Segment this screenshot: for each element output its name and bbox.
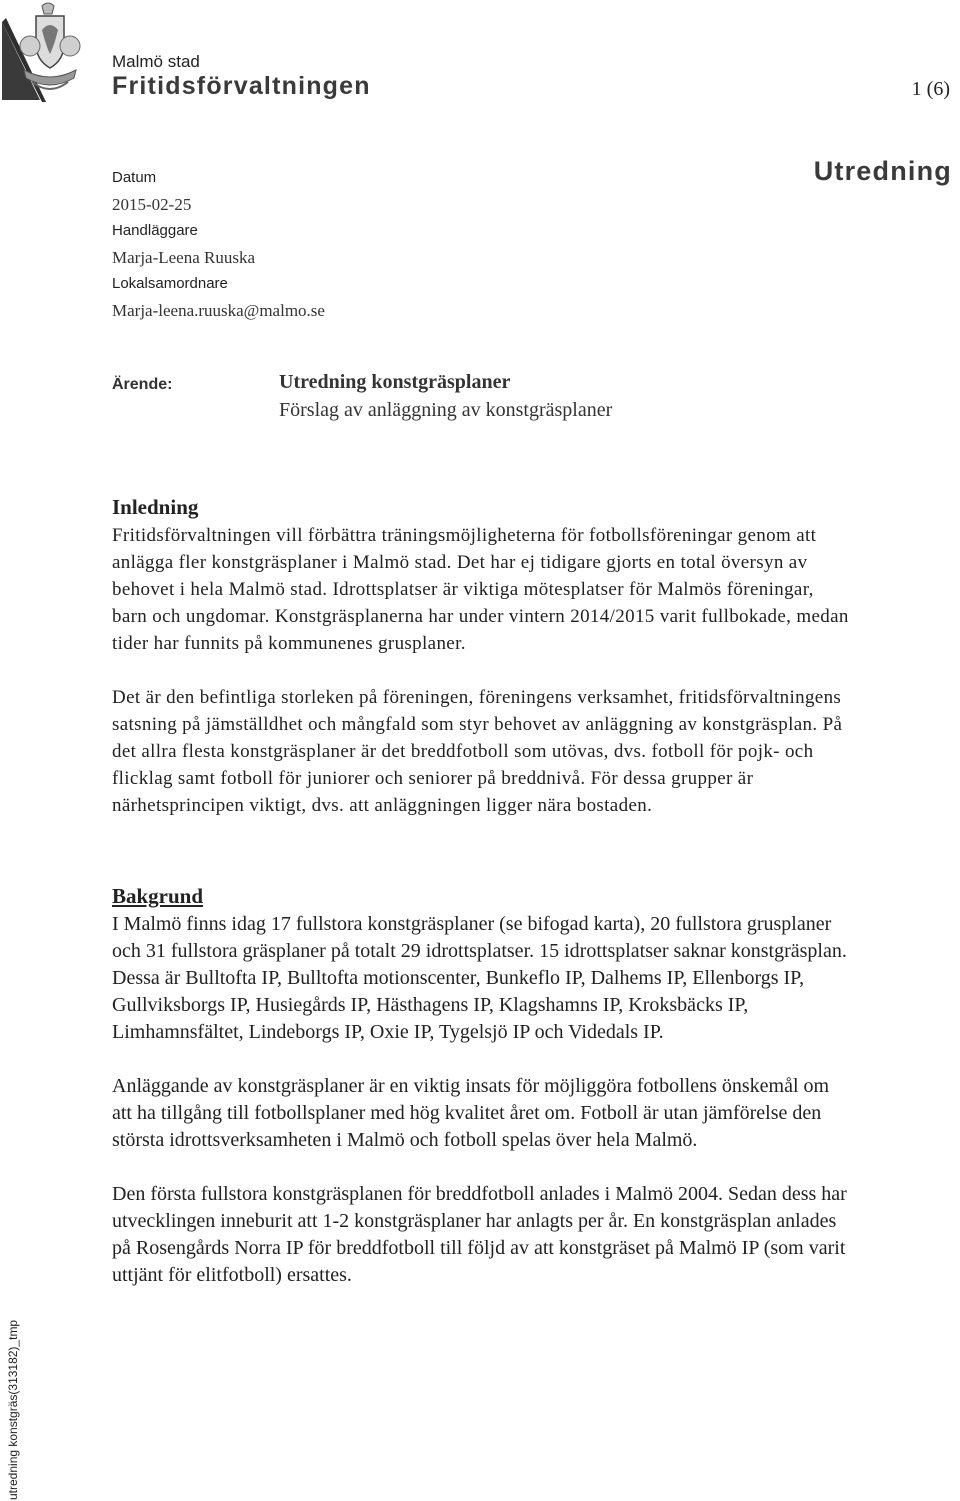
section-inledning bbox=[112, 492, 852, 819]
malmo-coat-of-arms-logo bbox=[2, 0, 94, 104]
side-file-text: utredning konstgräs(313182)_tmp bbox=[6, 1319, 20, 1500]
paragraph: Fritidsförvaltningen vill förbättra träningsmöjligheterna för fotbollsföreningar genom att anlägga fler konstgräsplaner i Malmö stad. Det har ej tidigare gjorts en total översyn av behovet i hela Malmö stad. Idrottsplatser är viktiga mötesplatser för Malmös föreningar, barn och ungdomar. Konstgräsplanerna har under vintern 2014/2015 varit fullbokade, medan tider har funnits på kommunenes grusplaner. bbox=[112, 525, 849, 654]
handler-name: Marja-Leena Ruuska bbox=[112, 247, 256, 267]
arende-block bbox=[279, 368, 612, 424]
arende-title: Utredning konstgräsplaner bbox=[279, 371, 511, 393]
date-value: 2015-02-25 bbox=[112, 194, 192, 214]
side-file-reference bbox=[1, 1286, 27, 1500]
arende-label: Ärende: bbox=[112, 376, 173, 393]
document-type: Utredning bbox=[813, 156, 952, 186]
section-heading-bakgrund: Bakgrund bbox=[112, 884, 204, 908]
document-metadata bbox=[112, 165, 325, 324]
section-bakgrund bbox=[112, 881, 852, 1289]
paragraph: I Malmö finns idag 17 fullstora konstgräsplaner (se bifogad karta), 20 fullstora grusplaner och 31 fullstora gräsplaner på totalt 29 idrottsplatser. 15 idrottsplatser saknar konstgräsplan. Dessa är Bulltofta IP, Bulltofta motionscenter, Bunkeflo IP, Dalhems IP, Ellenborgs IP, Gullviksborgs IP, Husiegårds IP, Hästhagens IP, Klagshamns IP, Kroksbäcks IP, Limhamnsfältet, Lindeborgs IP, Oxie IP, Tygelsjö IP och Videdals IP. bbox=[112, 913, 847, 1043]
organization-name: Malmö stad bbox=[112, 52, 200, 71]
paragraph: Det är den befintliga storleken på föreningen, föreningens verksamhet, fritidsförvaltningens satsning på jämställdhet och mångfald som styr behovet av anläggning av konstgräsplan. På det allra flesta konstgräsplaner är det breddfotboll som utövas, dvs. fotboll för pojk- och flicklag samt fotboll för juniorer och seniorer på breddnivå. För dessa grupper är närhetsprincipen viktigt, dvs. att anläggningen ligger nära bostaden. bbox=[112, 687, 843, 816]
paragraph: Anläggande av konstgräsplaner är en viktig insats för möjliggöra fotbollens önskemål om att ha tillgång till fotbollsplaner med hög kvalitet året om. Fotboll är utan jämförelse den största idrottsverksamheten i Malmö och fotboll spelas över hela Malmö. bbox=[112, 1075, 830, 1151]
department-name: Fritidsförvaltningen bbox=[112, 72, 371, 100]
page-number: 1 (6) bbox=[911, 78, 950, 100]
arende-subtitle: Förslag av anläggning av konstgräsplaner bbox=[279, 399, 613, 421]
handler-email: Marja-leena.ruuska@malmo.se bbox=[112, 300, 325, 320]
document-body bbox=[112, 492, 852, 1289]
section-heading-inledning: Inledning bbox=[112, 495, 199, 519]
date-label: Datum bbox=[112, 169, 157, 186]
handler-role: Lokalsamordnare bbox=[112, 275, 228, 292]
handler-label: Handläggare bbox=[112, 222, 198, 239]
paragraph: Den första fullstora konstgräsplanen för breddfotboll anlades i Malmö 2004. Sedan dess har utvecklingen inneburit att 1-2 konstgräsplaner har anlagts per år. En konstgräsplan anlades på Rosengårds Norra IP för breddfotboll till följd av att konstgräset på Malmö IP (som varit uttjänt för elitfotboll) ersattes. bbox=[112, 1183, 847, 1286]
